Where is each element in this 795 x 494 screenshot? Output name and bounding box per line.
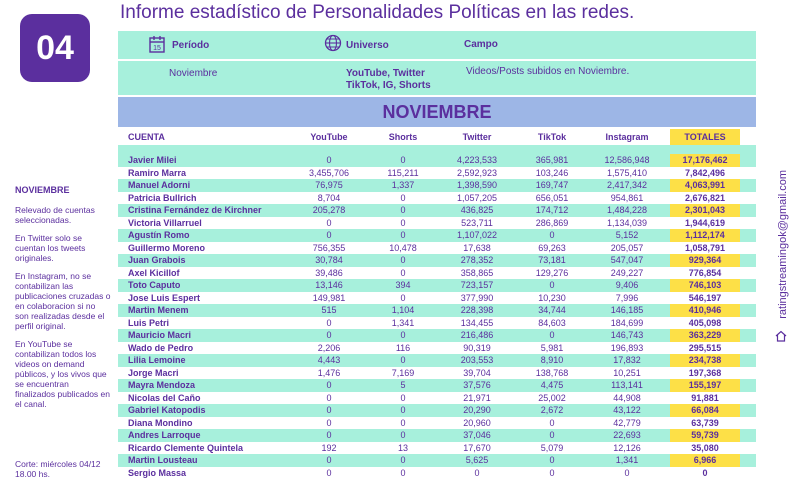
- cell-tiktok: 0: [520, 467, 584, 480]
- stats-table: [118, 129, 756, 479]
- cell-total: 7,842,496: [670, 167, 740, 180]
- cell-instagram: 0: [584, 467, 670, 480]
- cell-twitter: 5,625: [434, 454, 520, 467]
- cell-shorts: 10,478: [372, 242, 434, 255]
- cell-twitter: 1,107,022: [434, 229, 520, 242]
- table-row: [118, 292, 756, 305]
- cell-total: 405,098: [670, 317, 740, 330]
- cell-instagram: 954,861: [584, 192, 670, 205]
- cell-total: 197,368: [670, 367, 740, 380]
- cell-instagram: 184,699: [584, 317, 670, 330]
- cell-instagram: 146,185: [584, 304, 670, 317]
- table-row: [118, 229, 756, 242]
- cell-youtube: 8,704: [286, 192, 372, 205]
- cell-tiktok: 286,869: [520, 217, 584, 230]
- table-row: [118, 367, 756, 380]
- cell-youtube: 0: [286, 217, 372, 230]
- cell-instagram: 17,832: [584, 354, 670, 367]
- cell-name: Lilia Lemoine: [118, 354, 286, 367]
- cell-shorts: 0: [372, 329, 434, 342]
- cell-shorts: 0: [372, 267, 434, 280]
- spacer-row: [118, 145, 756, 154]
- col-cuenta: CUENTA: [128, 132, 165, 142]
- cell-instagram: 22,693: [584, 429, 670, 442]
- cell-tiktok: 103,246: [520, 167, 584, 180]
- cell-tiktok: 0: [520, 279, 584, 292]
- cell-shorts: 394: [372, 279, 434, 292]
- cell-total: 155,197: [670, 379, 740, 392]
- table-row: [118, 217, 756, 230]
- contact-email: ratingstreamingok@gmail.com: [777, 170, 789, 319]
- cell-youtube: 0: [286, 154, 372, 167]
- cell-shorts: 1,341: [372, 317, 434, 330]
- cell-youtube: 1,476: [286, 367, 372, 380]
- cell-twitter: 17,670: [434, 442, 520, 455]
- sidebar-title: NOVIEMBRE: [15, 185, 70, 195]
- cell-instagram: 1,575,410: [584, 167, 670, 180]
- cell-twitter: 0: [434, 467, 520, 480]
- cell-instagram: 10,251: [584, 367, 670, 380]
- cell-twitter: 2,592,923: [434, 167, 520, 180]
- table-row: [118, 192, 756, 205]
- cell-total: 2,676,821: [670, 192, 740, 205]
- cell-name: Ricardo Clemente Quintela: [118, 442, 286, 455]
- table-row: [118, 267, 756, 280]
- periodo-value: Noviembre: [169, 68, 218, 79]
- cell-tiktok: 0: [520, 454, 584, 467]
- cell-youtube: 149,981: [286, 292, 372, 305]
- campo-value: Videos/Posts subidos en Noviembre.: [466, 66, 630, 77]
- cell-tiktok: 656,051: [520, 192, 584, 205]
- cell-shorts: 0: [372, 254, 434, 267]
- cell-twitter: 20,960: [434, 417, 520, 430]
- col-instagram: Instagram: [605, 132, 649, 142]
- note-2: En Twitter solo se cuentan los tweets originales.: [15, 233, 86, 263]
- cell-youtube: 0: [286, 317, 372, 330]
- cell-youtube: 76,975: [286, 179, 372, 192]
- table-row: [118, 254, 756, 267]
- cell-instagram: 1,341: [584, 454, 670, 467]
- cell-tiktok: 365,981: [520, 154, 584, 167]
- table-row: [118, 417, 756, 430]
- cell-total: 1,944,619: [670, 217, 740, 230]
- cell-shorts: 0: [372, 392, 434, 405]
- sidebar-notes: [15, 205, 111, 417]
- cell-twitter: 1,057,205: [434, 192, 520, 205]
- cell-tiktok: 174,712: [520, 204, 584, 217]
- cell-twitter: 90,319: [434, 342, 520, 355]
- left-sidebar: [0, 0, 112, 494]
- cell-total: 59,739: [670, 429, 740, 442]
- cell-instagram: 146,743: [584, 329, 670, 342]
- cell-youtube: 0: [286, 417, 372, 430]
- cell-youtube: 3,455,706: [286, 167, 372, 180]
- cell-instagram: 12,126: [584, 442, 670, 455]
- note-1: Relevado de cuentas seleccionadas.: [15, 205, 95, 225]
- cell-shorts: 0: [372, 429, 434, 442]
- universo-value-line2: TikTok, IG, Shorts: [346, 80, 431, 91]
- table-row: [118, 354, 756, 367]
- cell-shorts: 0: [372, 467, 434, 480]
- month-banner: [118, 97, 756, 127]
- cell-twitter: 37,046: [434, 429, 520, 442]
- cell-twitter: 436,825: [434, 204, 520, 217]
- cell-twitter: 37,576: [434, 379, 520, 392]
- cell-shorts: 0: [372, 454, 434, 467]
- svg-text:15: 15: [153, 45, 161, 52]
- corte-note: Corte: miércoles 04/12 18.00 hs.: [15, 459, 101, 479]
- cell-name: Wado de Pedro: [118, 342, 286, 355]
- cell-name: Juan Grabois: [118, 254, 286, 267]
- cell-tiktok: 2,672: [520, 404, 584, 417]
- cell-youtube: 205,278: [286, 204, 372, 217]
- cell-shorts: 115,211: [372, 167, 434, 180]
- cell-tiktok: 138,768: [520, 367, 584, 380]
- cell-instagram: 9,406: [584, 279, 670, 292]
- cell-total: 17,176,462: [670, 154, 740, 167]
- cell-instagram: 1,134,039: [584, 217, 670, 230]
- table-row: [118, 342, 756, 355]
- cell-total: 746,103: [670, 279, 740, 292]
- cell-twitter: 203,553: [434, 354, 520, 367]
- table-row: [118, 317, 756, 330]
- calendar-icon: [149, 35, 165, 53]
- page-title: Informe estadístico de Personalidades Políticas en las redes.: [120, 2, 635, 23]
- col-twitter: Twitter: [462, 132, 492, 142]
- cell-name: Mayra Mendoza: [118, 379, 286, 392]
- cell-shorts: 0: [372, 292, 434, 305]
- cell-instagram: 5,152: [584, 229, 670, 242]
- table-row: [118, 204, 756, 217]
- table-row: [118, 379, 756, 392]
- cell-shorts: 13: [372, 442, 434, 455]
- globe-icon: [324, 34, 342, 52]
- cell-twitter: 4,223,533: [434, 154, 520, 167]
- cell-name: Victoria Villarruel: [118, 217, 286, 230]
- cell-instagram: 2,417,342: [584, 179, 670, 192]
- cell-total: 363,229: [670, 329, 740, 342]
- campo-label: Campo: [464, 39, 498, 50]
- cell-tiktok: 129,276: [520, 267, 584, 280]
- cell-youtube: 0: [286, 329, 372, 342]
- cell-name: Sergio Massa: [118, 467, 286, 480]
- cell-total: 1,058,791: [670, 242, 740, 255]
- table-row: [118, 454, 756, 467]
- periodo-label: Período: [172, 40, 210, 51]
- cell-name: Manuel Adorni: [118, 179, 286, 192]
- cell-instagram: 12,586,948: [584, 154, 670, 167]
- cell-total: 4,063,991: [670, 179, 740, 192]
- cell-total: 91,881: [670, 392, 740, 405]
- table-row: [118, 167, 756, 180]
- cell-name: Jose Luis Espert: [118, 292, 286, 305]
- cell-youtube: 192: [286, 442, 372, 455]
- cell-shorts: 0: [372, 354, 434, 367]
- cell-twitter: 1,398,590: [434, 179, 520, 192]
- col-tiktok: TikTok: [537, 132, 567, 142]
- cell-tiktok: 4,475: [520, 379, 584, 392]
- report-number-badge: 04: [20, 14, 90, 82]
- cell-twitter: 523,711: [434, 217, 520, 230]
- cell-youtube: 39,486: [286, 267, 372, 280]
- cell-twitter: 723,157: [434, 279, 520, 292]
- cell-youtube: 0: [286, 379, 372, 392]
- table-row: [118, 154, 756, 167]
- cell-shorts: 116: [372, 342, 434, 355]
- cell-tiktok: 0: [520, 417, 584, 430]
- table-row: [118, 429, 756, 442]
- cell-name: Luis Petri: [118, 317, 286, 330]
- cell-twitter: 228,398: [434, 304, 520, 317]
- cell-total: 35,080: [670, 442, 740, 455]
- cell-twitter: 21,971: [434, 392, 520, 405]
- cell-twitter: 216,486: [434, 329, 520, 342]
- cell-shorts: 0: [372, 229, 434, 242]
- cell-tiktok: 25,002: [520, 392, 584, 405]
- cell-twitter: 134,455: [434, 317, 520, 330]
- right-strip: [757, 0, 795, 494]
- cell-twitter: 20,290: [434, 404, 520, 417]
- cell-tiktok: 169,747: [520, 179, 584, 192]
- cell-shorts: 0: [372, 404, 434, 417]
- cell-tiktok: 0: [520, 229, 584, 242]
- table-row: [118, 279, 756, 292]
- cell-youtube: 13,146: [286, 279, 372, 292]
- cell-tiktok: 0: [520, 329, 584, 342]
- cell-youtube: 0: [286, 429, 372, 442]
- cell-shorts: 7,169: [372, 367, 434, 380]
- cell-tiktok: 5,079: [520, 442, 584, 455]
- cell-youtube: 0: [286, 392, 372, 405]
- cell-youtube: 30,784: [286, 254, 372, 267]
- cell-shorts: 0: [372, 217, 434, 230]
- cell-total: 6,966: [670, 454, 740, 467]
- cell-twitter: 39,704: [434, 367, 520, 380]
- cell-tiktok: 5,981: [520, 342, 584, 355]
- cell-total: 234,738: [670, 354, 740, 367]
- cell-youtube: 4,443: [286, 354, 372, 367]
- cell-shorts: 0: [372, 192, 434, 205]
- cell-instagram: 196,893: [584, 342, 670, 355]
- cell-name: Martin Lousteau: [118, 454, 286, 467]
- cell-name: Guillermo Moreno: [118, 242, 286, 255]
- cell-name: Andres Larroque: [118, 429, 286, 442]
- cell-name: Axel Kicillof: [118, 267, 286, 280]
- cell-instagram: 1,484,228: [584, 204, 670, 217]
- cell-total: 66,084: [670, 404, 740, 417]
- cell-total: 295,515: [670, 342, 740, 355]
- cell-instagram: 113,141: [584, 379, 670, 392]
- cell-name: Gabriel Katopodis: [118, 404, 286, 417]
- universo-label: Universo: [346, 40, 389, 51]
- cell-shorts: 1,104: [372, 304, 434, 317]
- cell-name: Martin Menem: [118, 304, 286, 317]
- col-youtube: YouTube: [310, 132, 348, 142]
- cell-name: Patricia Bullrich: [118, 192, 286, 205]
- cell-youtube: 2,206: [286, 342, 372, 355]
- cell-tiktok: 73,181: [520, 254, 584, 267]
- note-4: En YouTube se contabilizan todos los videos on demand públicos, y los vivos que se encuentran finalizados publicados en el canal.: [15, 339, 110, 409]
- table-row: [118, 179, 756, 192]
- table-row: [118, 329, 756, 342]
- col-shorts: Shorts: [388, 132, 418, 142]
- cell-instagram: 547,047: [584, 254, 670, 267]
- cell-tiktok: 34,744: [520, 304, 584, 317]
- table-row: [118, 467, 756, 480]
- cell-total: 546,197: [670, 292, 740, 305]
- cell-youtube: 0: [286, 229, 372, 242]
- cell-name: Diana Mondino: [118, 417, 286, 430]
- cell-twitter: 278,352: [434, 254, 520, 267]
- table-row: [118, 404, 756, 417]
- cell-instagram: 249,227: [584, 267, 670, 280]
- cell-youtube: 515: [286, 304, 372, 317]
- cell-tiktok: 8,910: [520, 354, 584, 367]
- cell-name: Cristina Fernández de Kirchner: [118, 204, 286, 217]
- cell-total: 776,854: [670, 267, 740, 280]
- cell-tiktok: 84,603: [520, 317, 584, 330]
- cell-twitter: 377,990: [434, 292, 520, 305]
- cell-tiktok: 69,263: [520, 242, 584, 255]
- cell-instagram: 43,122: [584, 404, 670, 417]
- col-totales: TOTALES: [670, 129, 740, 145]
- cell-shorts: 0: [372, 417, 434, 430]
- cell-name: Nicolas del Caño: [118, 392, 286, 405]
- cell-shorts: 0: [372, 204, 434, 217]
- cell-instagram: 42,779: [584, 417, 670, 430]
- month-title: NOVIEMBRE: [382, 101, 492, 122]
- cell-name: Jorge Macri: [118, 367, 286, 380]
- cell-total: 0: [670, 467, 740, 480]
- universo-value-line1: YouTube, Twitter: [346, 68, 425, 79]
- cell-instagram: 7,996: [584, 292, 670, 305]
- cell-youtube: 0: [286, 467, 372, 480]
- cell-shorts: 0: [372, 154, 434, 167]
- header-values-row: [118, 61, 756, 95]
- cell-name: Mauricio Macri: [118, 329, 286, 342]
- table-row: [118, 442, 756, 455]
- cell-total: 1,112,174: [670, 229, 740, 242]
- header-labels-row: [118, 31, 756, 59]
- table-header-row: [118, 129, 756, 145]
- cell-shorts: 1,337: [372, 179, 434, 192]
- cell-shorts: 5: [372, 379, 434, 392]
- note-3: En Instagram, no se contabilizan las publicaciones cruzadas o en colaboracion si no son realizadas desde el perfil original.: [15, 271, 111, 331]
- cell-total: 410,946: [670, 304, 740, 317]
- cell-tiktok: 0: [520, 429, 584, 442]
- table-row: [118, 304, 756, 317]
- cell-instagram: 44,908: [584, 392, 670, 405]
- cell-tiktok: 10,230: [520, 292, 584, 305]
- cell-youtube: 0: [286, 404, 372, 417]
- cell-name: Ramiro Marra: [118, 167, 286, 180]
- cell-twitter: 358,865: [434, 267, 520, 280]
- cell-total: 929,364: [670, 254, 740, 267]
- cell-name: Toto Caputo: [118, 279, 286, 292]
- cell-total: 2,301,043: [670, 204, 740, 217]
- cell-twitter: 17,638: [434, 242, 520, 255]
- table-body: [118, 145, 756, 479]
- table-row: [118, 392, 756, 405]
- cell-name: Javier Milei: [118, 154, 286, 167]
- home-icon: [775, 330, 787, 342]
- cell-name: Agustín Romo: [118, 229, 286, 242]
- table-row: [118, 242, 756, 255]
- cell-total: 63,739: [670, 417, 740, 430]
- cell-youtube: 756,355: [286, 242, 372, 255]
- cell-youtube: 0: [286, 454, 372, 467]
- cell-instagram: 205,057: [584, 242, 670, 255]
